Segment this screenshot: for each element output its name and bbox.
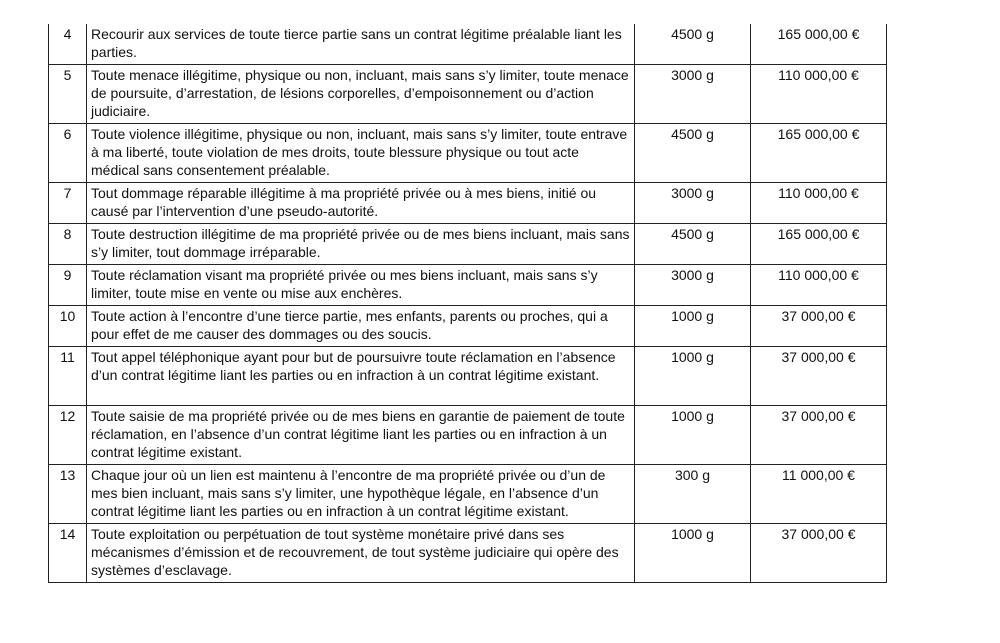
row-description: Toute destruction illégitime de ma propriété privée ou de mes biens incluant, mais sans s’y limiter, tout dommage irréparable. (87, 224, 635, 265)
row-number: 7 (49, 183, 87, 224)
row-amount: 110 000,00 € (751, 265, 887, 306)
row-weight: 1000 g (635, 306, 751, 347)
table-row (49, 183, 887, 224)
row-weight: 3000 g (635, 183, 751, 224)
row-number: 4 (49, 24, 87, 65)
row-number: 5 (49, 65, 87, 124)
row-number: 12 (49, 406, 87, 465)
row-weight: 4500 g (635, 124, 751, 183)
table-row (49, 265, 887, 306)
row-amount: 37 000,00 € (751, 347, 887, 406)
row-amount: 165 000,00 € (751, 224, 887, 265)
table-row (49, 524, 887, 583)
row-weight: 1000 g (635, 524, 751, 583)
row-amount: 37 000,00 € (751, 524, 887, 583)
table-row (49, 347, 887, 406)
row-amount: 110 000,00 € (751, 183, 887, 224)
row-number: 11 (49, 347, 87, 406)
row-number: 10 (49, 306, 87, 347)
table-row (49, 65, 887, 124)
row-weight: 4500 g (635, 224, 751, 265)
row-amount: 165 000,00 € (751, 124, 887, 183)
row-description: Tout dommage réparable illégitime à ma propriété privée ou à mes biens, initié ou causé par l’intervention d’une pseudo-autorité. (87, 183, 635, 224)
row-amount: 37 000,00 € (751, 406, 887, 465)
table-row (49, 465, 887, 524)
row-amount: 165 000,00 € (751, 24, 887, 65)
row-number: 14 (49, 524, 87, 583)
row-amount: 110 000,00 € (751, 65, 887, 124)
table-row (49, 406, 887, 465)
row-amount: 11 000,00 € (751, 465, 887, 524)
row-number: 13 (49, 465, 87, 524)
row-weight: 1000 g (635, 347, 751, 406)
row-amount: 37 000,00 € (751, 306, 887, 347)
row-description: Toute saisie de ma propriété privée ou de mes biens en garantie de paiement de toute réclamation, en l’absence d’un contrat légitime liant les parties ou en infraction à un contrat légitime existant. (87, 406, 635, 465)
row-weight: 4500 g (635, 24, 751, 65)
row-number: 6 (49, 124, 87, 183)
row-description: Toute violence illégitime, physique ou non, incluant, mais sans s’y limiter, toute entrave à ma liberté, toute violation de mes droits, toute blessure physique ou tout acte médical sans consentement préalable. (87, 124, 635, 183)
row-number: 9 (49, 265, 87, 306)
penalty-table (48, 24, 887, 583)
row-number: 8 (49, 224, 87, 265)
row-weight: 3000 g (635, 265, 751, 306)
row-weight: 3000 g (635, 65, 751, 124)
row-weight: 1000 g (635, 406, 751, 465)
row-description: Toute exploitation ou perpétuation de tout système monétaire privé dans ses mécanismes d’émission et de recouvrement, de tout système judiciaire qui opère des systèmes d’esclavage. (87, 524, 635, 583)
row-weight: 300 g (635, 465, 751, 524)
table-row (49, 306, 887, 347)
row-description: Tout appel téléphonique ayant pour but de poursuivre toute réclamation en l’absence d’un contrat légitime liant les parties ou en infraction à un contrat légitime existant. (87, 347, 635, 406)
row-description: Toute réclamation visant ma propriété privée ou mes biens incluant, mais sans s’y limiter, toute mise en vente ou mise aux enchères. (87, 265, 635, 306)
table-row (49, 224, 887, 265)
row-description: Toute menace illégitime, physique ou non, incluant, mais sans s’y limiter, toute menace de poursuite, d’arrestation, de lésions corporelles, d’empoisonnement ou d’action judiciaire. (87, 65, 635, 124)
row-description: Recourir aux services de toute tierce partie sans un contrat légitime préalable liant les parties. (87, 24, 635, 65)
table-row (49, 24, 887, 65)
row-description: Toute action à l’encontre d’une tierce partie, mes enfants, parents ou proches, qui a pour effet de me causer des dommages ou des soucis. (87, 306, 635, 347)
table-row (49, 124, 887, 183)
row-description: Chaque jour où un lien est maintenu à l’encontre de ma propriété privée ou d’un de mes bien incluant, mais sans s’y limiter, une hypothèque légale, en l’absence d’un contrat légitime liant les parties ou en infraction à un contrat légitime existant. (87, 465, 635, 524)
